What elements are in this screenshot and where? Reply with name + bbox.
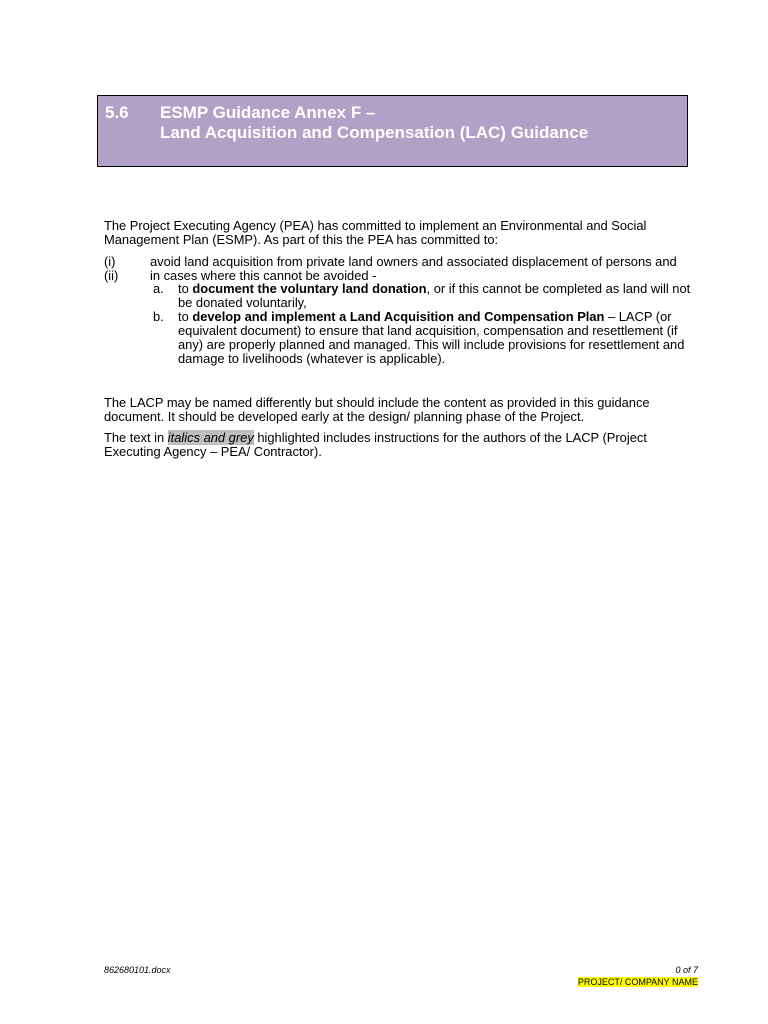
- lacp-paragraph: The LACP may be named differently but should include the content as provided in this guidance document. It should be developed early at the design/ planning phase of the Project.: [104, 395, 650, 424]
- list-marker: b.: [153, 309, 164, 324]
- item-bold-text: develop and implement a Land Acquisition and Compensation Plan: [192, 309, 605, 324]
- instructions-paragraph: [104, 431, 696, 459]
- commitments-list: [104, 255, 696, 283]
- item-bold-text: document the voluntary land donation: [192, 281, 427, 296]
- section-heading-box: [97, 95, 688, 167]
- footer-page-number: 0 of 7: [675, 965, 698, 975]
- list-marker: a.: [153, 281, 164, 296]
- instructions-rest: highlighted includes instructions for the authors of the LACP (Project Executing Agency – PEA/ Contractor).: [104, 430, 647, 459]
- list-item: [153, 282, 698, 310]
- instructions-prefix: The text in: [104, 430, 168, 445]
- list-marker: (i): [104, 254, 116, 269]
- sub-items-list: [153, 282, 698, 366]
- item-rest-text: – LACP (or equivalent document) to ensure that land acquisition, compensation and resettlement (if any) are properly planned and managed. This will include provisions for resettlement and damage to livelihoods (whatever is applicable).: [178, 309, 685, 366]
- list-item: [104, 255, 696, 269]
- list-item: [153, 310, 698, 366]
- footer-company-name: PROJECT/ COMPANY NAME: [577, 977, 698, 987]
- heading-line-1: [105, 103, 375, 123]
- list-marker: (ii): [104, 268, 119, 283]
- list-item-text: in cases where this cannot be avoided -: [150, 268, 377, 283]
- section-number: 5.6: [105, 103, 129, 122]
- item-prefix: to: [178, 309, 193, 324]
- intro-paragraph: The Project Executing Agency (PEA) has committed to implement an Environmental and Social Management Plan (ESMP). As part of this the PEA has committed to:: [104, 218, 647, 247]
- highlighted-instruction-text: italics and grey: [167, 430, 254, 445]
- heading-title-line-2: Land Acquisition and Compensation (LAC) Guidance: [160, 123, 589, 142]
- item-rest-text: , or if this cannot be completed as land will not be donated voluntarily,: [178, 281, 691, 310]
- item-prefix: to: [178, 281, 193, 296]
- heading-title-line-1: ESMP Guidance Annex F –: [160, 103, 376, 122]
- list-item-text: avoid land acquisition from private land owners and associated displacement of persons and: [150, 254, 677, 269]
- footer-filename: 862680101.docx: [104, 965, 171, 975]
